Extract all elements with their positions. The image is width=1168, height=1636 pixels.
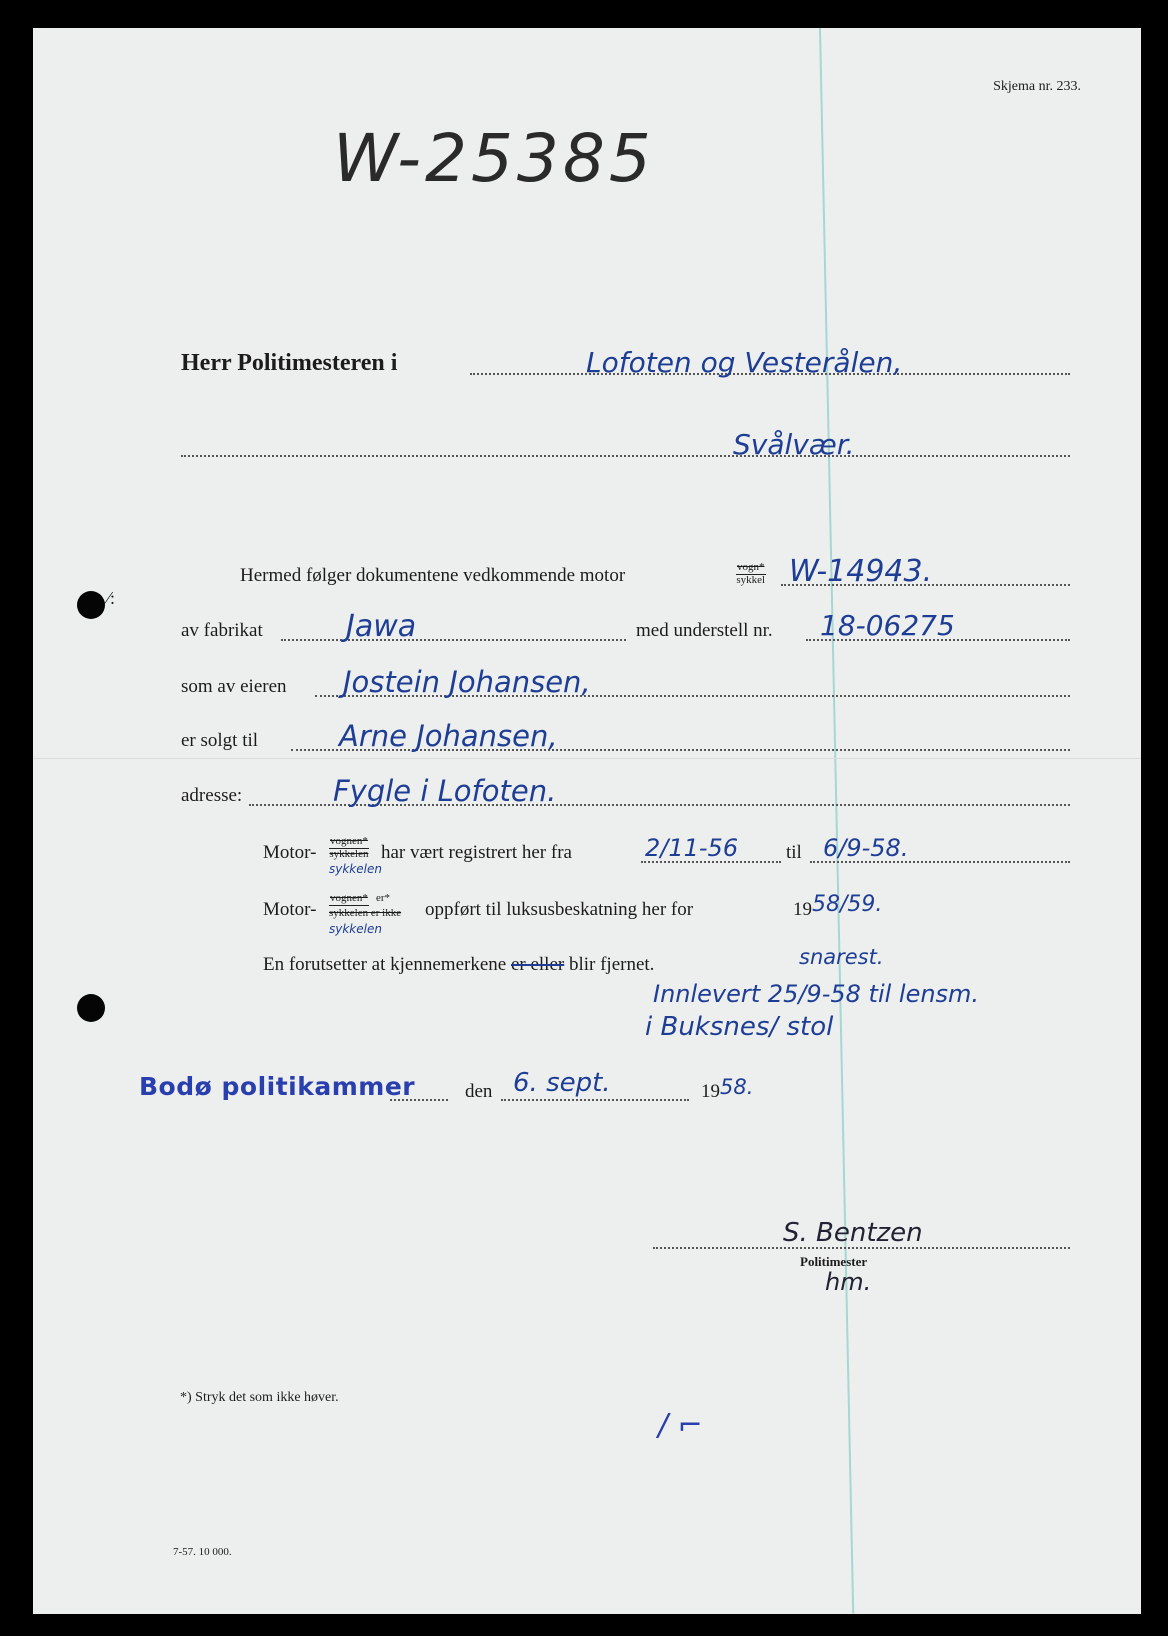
- punch-hole-bottom: [77, 994, 105, 1022]
- tax-hand-note: sykkelen: [329, 922, 382, 936]
- date-line: [501, 1099, 689, 1101]
- footnote: *) Stryk det som ikke høver.: [180, 1390, 339, 1405]
- tax-year-prefix: 19: [793, 899, 812, 920]
- tax-options-left: [329, 893, 369, 906]
- tax-option-bottom: sykkelen er ikke: [329, 907, 402, 919]
- registered-options: [329, 836, 369, 860]
- registered-to-label: til: [786, 842, 802, 863]
- tax-option-er: er*: [376, 892, 391, 904]
- make-label: av fabrikat: [181, 620, 263, 641]
- stamp-line: [390, 1099, 448, 1101]
- signature-title: Politimester: [800, 1254, 868, 1269]
- intro-text: Hermed følger dokumentene vedkommende motor: [240, 565, 626, 586]
- pen-mark: / ⌐: [658, 1408, 703, 1443]
- signature-line: [653, 1247, 1070, 1249]
- address-value: Fygle i Lofoten.: [333, 774, 557, 808]
- fold-line: [33, 758, 1141, 759]
- registered-to: 6/9-58.: [823, 834, 909, 862]
- chassis-number: 18-06275: [820, 609, 955, 642]
- signature: S. Bentzen: [783, 1218, 923, 1248]
- registered-text: har vært registrert her fra: [381, 842, 572, 863]
- registered-from: 2/11-56: [645, 834, 739, 862]
- buyer-label: er solgt til: [181, 730, 259, 751]
- tax-year: 58/59.: [812, 892, 883, 917]
- registration-number: W-14943.: [789, 554, 933, 589]
- chassis-label: med understell nr.: [636, 620, 773, 641]
- margin-line: [819, 28, 854, 1614]
- registered-prefix: Motor-: [263, 842, 317, 863]
- form-number: Skjema nr. 233.: [993, 79, 1081, 94]
- registered-option-cycle: sykkelen: [329, 847, 369, 860]
- owner-value: Jostein Johansen,: [343, 665, 591, 699]
- date-label: den: [465, 1081, 493, 1102]
- buyer-value: Arne Johansen,: [339, 719, 558, 753]
- removal-note-1: snarest.: [799, 945, 884, 969]
- handwritten-reference: W-25385: [333, 120, 655, 197]
- document-page: [33, 28, 1141, 1614]
- removal-struck: er eller: [510, 954, 565, 975]
- pencil-mark: ⁄:: [107, 588, 116, 608]
- addressee-place: Svålvær.: [733, 428, 855, 461]
- vehicle-option-car: vogn*: [737, 561, 765, 573]
- addressee-line-2: [181, 455, 1070, 457]
- police-stamp: Bodø politikammer: [139, 1072, 416, 1101]
- vehicle-option-cycle: sykkel: [736, 573, 766, 586]
- date-year-prefix: 19: [701, 1081, 720, 1102]
- addressee-label: Herr Politimesteren i: [181, 350, 398, 376]
- date-year: 58.: [720, 1075, 754, 1099]
- removal-note-2: Innlevert 25/9-58 til lensm.: [653, 980, 980, 1008]
- addressee-district: Lofoten og Vesterålen,: [586, 346, 903, 379]
- make-value: Jawa: [346, 609, 417, 644]
- address-label: adresse:: [181, 785, 243, 806]
- registered-hand-note: sykkelen: [329, 862, 382, 876]
- removal-note-3: i Buksnes/ stol: [645, 1012, 834, 1042]
- date-value: 6. sept.: [513, 1068, 611, 1098]
- print-code: 7-57. 10 000.: [173, 1546, 232, 1558]
- make-line: [281, 639, 626, 641]
- removal-text: En forutsetter at kjennemerkene er eller blir fjernet.: [263, 954, 655, 975]
- tax-prefix: Motor-: [263, 899, 317, 920]
- tax-options-right: [376, 893, 390, 905]
- signature-initials: hm.: [825, 1268, 872, 1296]
- owner-label: som av eieren: [181, 676, 287, 697]
- punch-hole-top: [77, 591, 105, 619]
- registered-option-car: vognen*: [330, 835, 368, 847]
- tax-option-car: vognen*: [330, 892, 368, 904]
- vehicle-options: [736, 562, 766, 586]
- tax-text: oppført til luksusbeskatning her for: [425, 899, 694, 920]
